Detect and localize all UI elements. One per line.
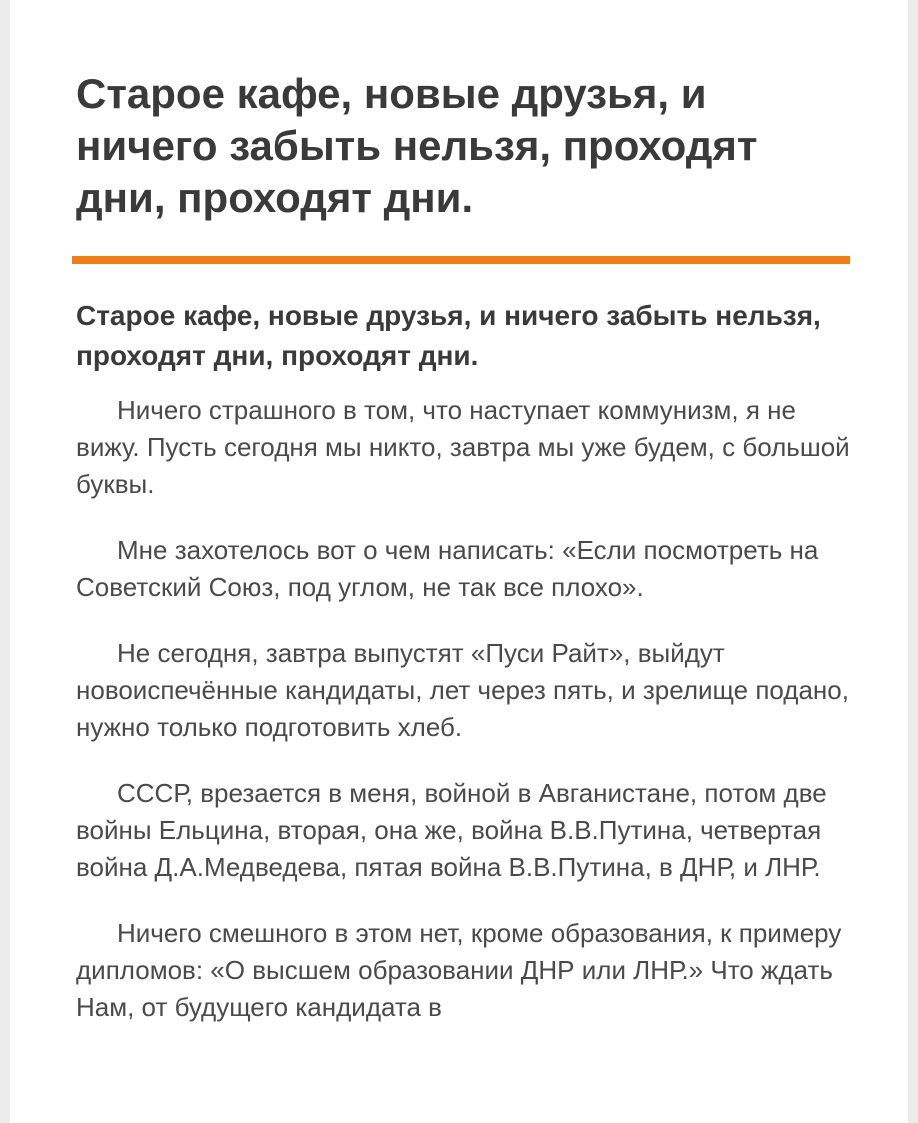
paragraph: СССР, врезается в меня, войной в Авганистане, потом две войны Ельцина, вторая, она же, война В.В.Путина, четвертая война Д.А.Медведева, пятая война В.В.Путина, в ДНР, и ЛНР. <box>76 778 827 882</box>
article-title: Старое кафе, новые друзья, и ничего забыть нельзя, проходят дни, проходят дни. <box>76 70 758 221</box>
paragraph: Мне захотелось вот о чем написать: «Если посмотреть на Советский Союз, под углом, не так все плохо». <box>76 535 819 602</box>
paragraph: Ничего страшного в том, что наступает коммунизм, я не вижу. Пусть сегодня мы никто, завтра мы уже будем, с большой буквы. <box>76 395 850 499</box>
article-subtitle: Старое кафе, новые друзья, и ничего забыть нельзя, проходят дни, проходят дни. <box>76 300 821 371</box>
article-body <box>76 392 856 1055</box>
article-page <box>10 0 908 1123</box>
title-divider <box>72 256 850 264</box>
paragraph: Ничего смешного в этом нет, кроме образования, к примеру дипломов: «О высшем образовании ДНР или ЛНР.» Что ждать Нам, от будущего кандидата в <box>76 918 842 1022</box>
paragraph: Не сегодня, завтра выпустят «Пуси Райт», выйдут новоиспечённые кандидаты, лет через пять, и зрелище подано, нужно только подготовить хлеб. <box>76 638 849 742</box>
